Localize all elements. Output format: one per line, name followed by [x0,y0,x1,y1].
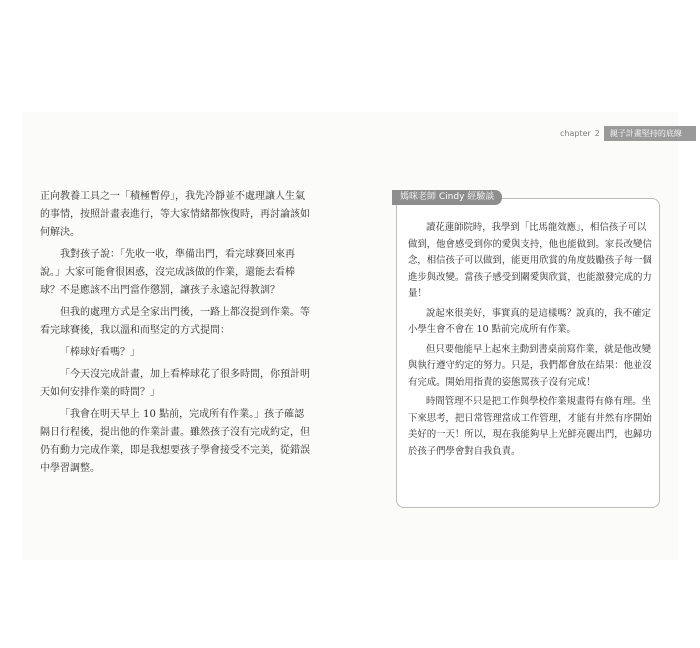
paragraph: 「棒球好看嗎？」 [60,347,140,358]
main-text-column [40,188,310,482]
tip-paragraph: 讀花蓮師院時，我學到「比馬龍效應」，相信孩子可以做到，他會感受到你的愛與支持，他也能做到。家長改變信念，相信孩子可以做到，能更用欣賞的角度鼓勵孩子每一個進步與改變。當孩子感受到關愛與欣賞，也能激發完成的力量！ [408,222,652,299]
tip-title: 媽咪老師 Cindy 經驗談 [392,190,502,205]
chapter-header [560,126,696,140]
paragraph: 正向教養工具之一「積極暫停」，我先冷靜並不處理讓人生氣的事情，按照計畫表進行，等大家情緒都恢復時，再討論該如何解決。 [40,191,310,238]
tip-body [408,220,654,463]
tip-paragraph: 說起來很美好，事實真的是這樣嗎？說真的，我不確定小學生會不會在 10 點前完成所有作業。 [408,307,652,335]
tip-paragraph: 但只要他能早上起來主動到書桌前寫作業，就是他改變與執行遵守約定的努力。只是，我們都會放在結果：他並沒有完成。開始用指責的姿態罵孩子沒有完成！ [408,343,652,388]
paragraph: 「今天沒完成計畫，加上看棒球花了很多時間，你預計明天如何安排作業的時間？」 [40,369,310,398]
chapter-number: 2 [594,128,600,138]
chapter-title: 親子計畫堅持的底線 [604,126,696,141]
paragraph: 但我的處理方式是全家出門後，一路上都沒提到作業。等看完球賽後，我以溫和而堅定的方式提問： [40,307,310,336]
paragraph: 「我會在明天早上 10 點前，完成所有作業。」孩子確認隔日行程後，提出他的作業計畫。雖然孩子沒有完成約定，但仍有動力完成作業，即是我想要孩子學會接受不完美，從錯誤中學習調整。 [40,409,310,474]
paragraph: 我對孩子說：「先收一收，準備出門，看完球賽回來再說。」大家可能會很困惑，沒完成該做的作業，還能去看棒球？不是應該不出門當作懲罰，讓孩子永遠記得教訓？ [40,249,295,296]
chapter-label: chapter [560,128,591,138]
tip-paragraph: 時間管理不只是把工作與學校作業規畫得有條有理。坐下來思考，把日常管理當成工作管理，才能有井然有序開始美好的一天！所以，現在我能夠早上光鮮亮麗出門，也歸功於孩子們學會對自我負責。 [408,396,652,457]
